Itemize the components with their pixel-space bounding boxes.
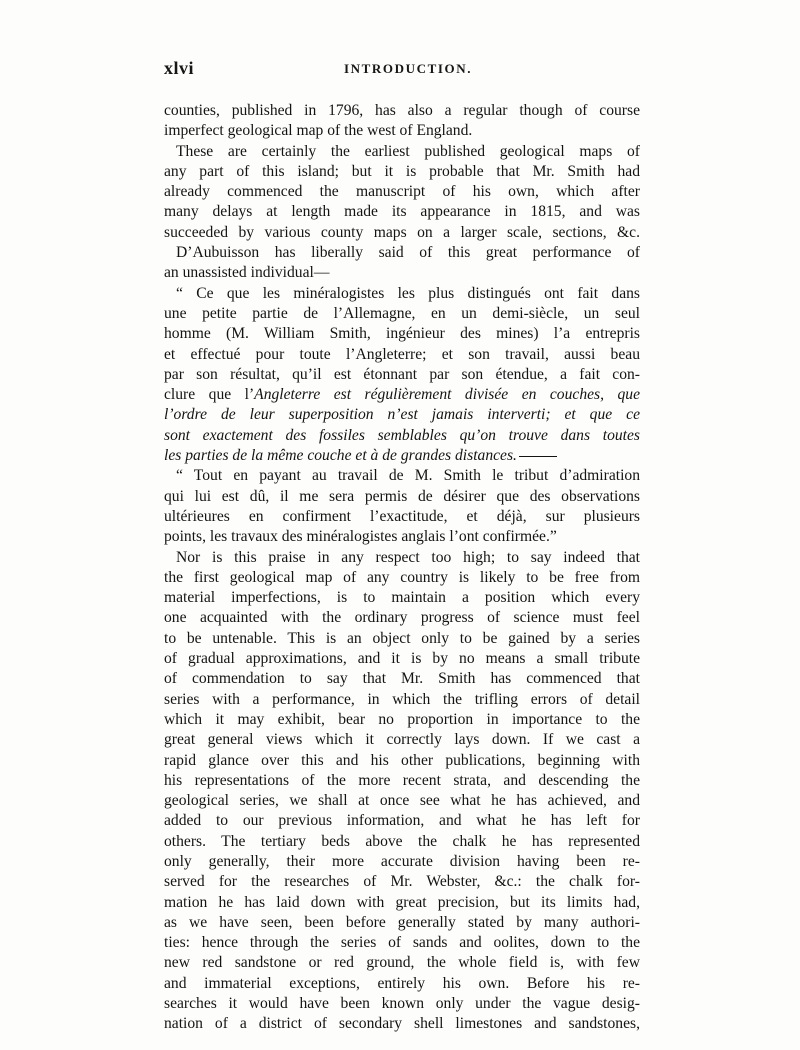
page-number: xlvi xyxy=(164,58,195,78)
text-line: clure que l’Angleterre est régulièrement divisée en couches, que xyxy=(164,386,640,404)
text-line: Nor is this praise in any respect too high; to say indeed that xyxy=(176,548,640,566)
text-line: nation of a district of secondary shell limestones and sandstones, xyxy=(164,1015,640,1033)
text-line: one acquainted with the ordinary progress of science must feel xyxy=(164,609,640,627)
text-line: his representations of the more recent strata, and descending the xyxy=(164,771,640,789)
text-line: These are certainly the earliest published geological maps of xyxy=(176,142,640,160)
text-line: an unassisted individual— xyxy=(164,264,330,282)
text-line: to be untenable. This is an object only to be gained by a series xyxy=(164,629,640,647)
text-line: and immaterial exceptions, entirely his own. Before his re- xyxy=(164,974,640,992)
text-line: une petite partie de l’Allemagne, en un demi-siècle, un seul xyxy=(164,304,640,322)
text-line: searches it would have been known only under the vague desig- xyxy=(164,995,640,1013)
text-line: added to our previous information, and what he has left for xyxy=(164,812,640,830)
page-header xyxy=(164,58,644,84)
text-line: D’Aubuisson has liberally said of this great performance of xyxy=(176,244,640,262)
text-line: of gradual approximations, and it is by no means a small tribute xyxy=(164,650,640,668)
quotation-end-rule xyxy=(519,456,557,457)
text-line: great general views which it correctly lays down. If we cast a xyxy=(164,731,640,749)
text-line: succeeded by various county maps on a larger scale, sections, &c. xyxy=(164,223,640,241)
text-line: imperfect geological map of the west of England. xyxy=(164,122,473,140)
text-line: served for the researches of Mr. Webster, &c.: the chalk for- xyxy=(164,873,640,891)
text-line: “ Tout en payant au travail de M. Smith le tribut d’admiration xyxy=(176,467,640,485)
text-line: new red sandstone or red ground, the whole field is, with few xyxy=(164,954,640,972)
text-line: ultérieures en confirment l’exactitude, et déjà, sur plusieurs xyxy=(164,507,640,525)
text-line: which it may exhibit, bear no proportion in importance to the xyxy=(164,710,640,728)
running-head: INTRODUCTION. xyxy=(344,61,473,76)
text-line: “ Ce que les minéralogistes les plus distingués ont fait dans xyxy=(176,284,640,302)
text-line: homme (M. William Smith, ingénieur des mines) l’a entrepris xyxy=(164,325,640,343)
text-line: ties: hence through the series of sands and oolites, down to the xyxy=(164,934,640,952)
text-line: any part of this island; but it is probable that Mr. Smith had xyxy=(164,162,640,180)
text-line: l’ordre de leur superposition n’est jamais interverti; et que ce xyxy=(164,406,640,424)
text-line: material imperfections, is to maintain a position which every xyxy=(164,589,640,607)
text-line: et effectué pour toute l’Angleterre; et son travail, aussi beau xyxy=(164,345,640,363)
text-line: les parties de la même couche et à de grandes distances. xyxy=(164,446,640,466)
text-line: qui lui est dû, il me sera permis de désirer que des observations xyxy=(164,487,640,505)
text-line: already commenced the manuscript of his own, which after xyxy=(164,183,640,201)
text-line: series with a performance, in which the trifling errors of detail xyxy=(164,690,640,708)
text-line: the first geological map of any country is likely to be free from xyxy=(164,568,640,586)
text-line: many delays at length made its appearance in 1815, and was xyxy=(164,203,640,221)
text-line: geological series, we shall at once see what he has achieved, and xyxy=(164,792,640,810)
text-line: only generally, their more accurate division having been re- xyxy=(164,852,640,870)
text-line: mation he has laid down with great precision, but its limits had, xyxy=(164,893,640,911)
text-line: rapid glance over this and his other publications, beginning with xyxy=(164,751,640,769)
text-line: points, les travaux des minéralogistes anglais l’ont confirmée.” xyxy=(164,528,557,546)
text-line: counties, published in 1796, has also a regular though of course xyxy=(164,102,640,119)
text-line: others. The tertiary beds above the chalk he has represented xyxy=(164,832,640,850)
text-line: as we have seen, been before generally stated by many authori- xyxy=(164,913,640,931)
body-text xyxy=(164,101,640,1035)
text-line: sont exactement des fossiles semblables qu’on trouve dans toutes xyxy=(164,426,640,444)
text-line: par son résultat, qu’il est étonnant par son étendue, a fait con- xyxy=(164,365,640,383)
text-line: of commendation to say that Mr. Smith has commenced that xyxy=(164,670,640,688)
